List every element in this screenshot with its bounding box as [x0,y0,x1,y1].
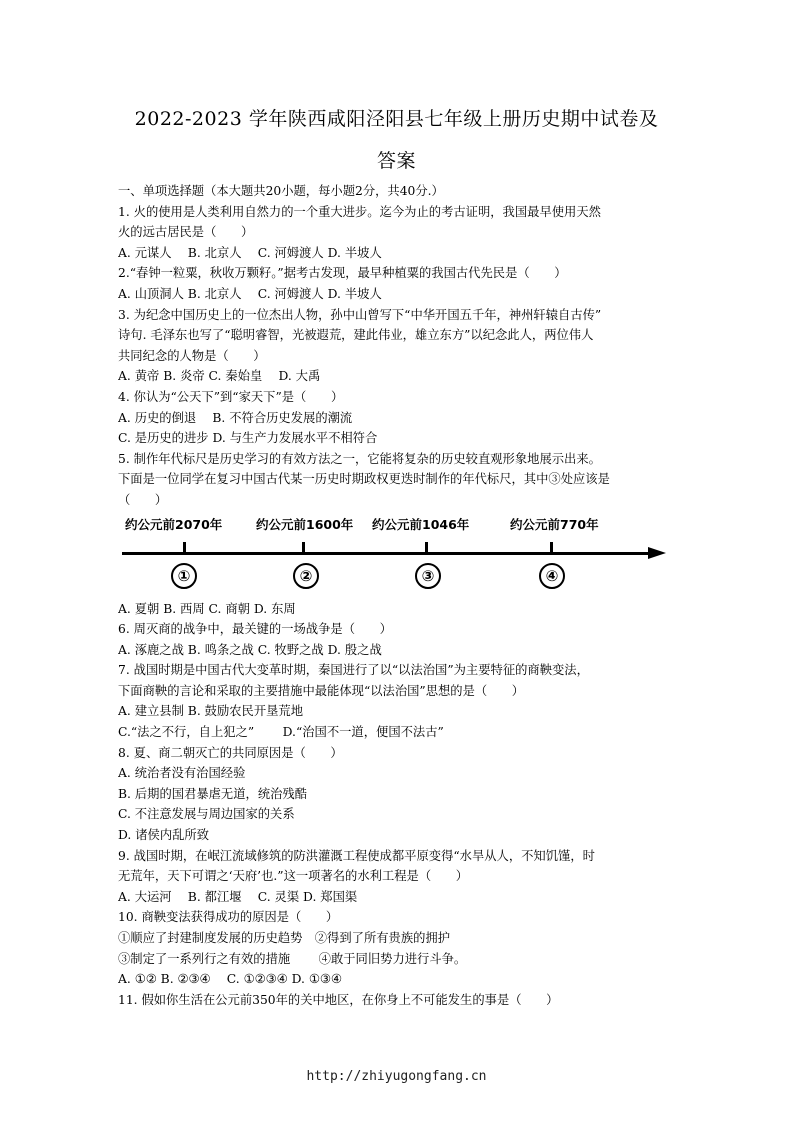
question-block-2 [118,599,678,1011]
text-line: C. 不注意发展与周边国家的关系 [118,807,295,822]
question-block-1 [118,181,678,511]
timeline-marker-3: ③ [415,563,441,589]
text-line: 共同纪念的人物是（ ） [118,348,266,363]
timeline-arrow-icon [648,547,666,559]
timeline-axis [122,552,652,555]
text-line: 10. 商鞅变法获得成功的原因是（ ） [118,910,339,925]
document-title-line-2: 答案 [376,150,416,172]
text-line: ③制定了一系列行之有效的措施 ④敢于同旧势力进行斗争。 [118,951,467,966]
text-line: A. 山顶洞人 B. 北京人 C. 河姆渡人 D. 半坡人 [118,286,382,301]
text-line: A. 大运河 B. 都江堰 C. 灵渠 D. 郑国渠 [118,889,358,904]
timeline-label-2: 约公元前1600年 [256,516,354,532]
text-line: ①顺应了封建制度发展的历史趋势 ②得到了所有贵族的拥护 [118,931,451,945]
exam-content [118,181,678,1010]
text-line: （ ） [118,492,168,507]
text-line: 3. 为纪念中国历史上的一位杰出人物，孙中山曾写下“中华开国五千年，神州轩辕自古传” [118,307,602,322]
text-line: B. 后期的国君暴虐无道，统治残酷 [118,786,308,801]
text-line: A. 黄帝 B. 炎帝 C. 秦始皇 D. 大禹 [118,369,321,384]
timeline-label-1: 约公元前2070年 [125,516,223,532]
text-line: 11. 假如你生活在公元前350年的关中地区，在你身上不可能发生的事是（ ） [118,992,559,1007]
timeline-marker-1: ① [171,563,197,589]
timeline-tick-2 [302,542,305,554]
text-line: A. 统治者没有治国经验 [118,766,246,781]
text-line: 下面是一位同学在复习中国古代某一历史时期政权更迭时制作的年代标尺，其中③处应该是 [118,472,610,487]
text-line: A. 元谋人 B. 北京人 C. 河姆渡人 D. 半坡人 [118,245,382,260]
timeline-tick-1 [183,542,186,554]
text-line: 一、单项选择题（本大题共20小题，每小题2分，共40分.） [118,184,444,198]
footer-url: http://zhiyugongfang.cn [306,1069,487,1084]
era-timeline [118,515,678,593]
text-line: 诗句. 毛泽东也写了“聪明睿智，光被遐荒，建此伟业，雄立东方”以纪念此人，两位伟人 [118,328,594,343]
text-line: 9. 战国时期，在岷江流域修筑的防洪灌溉工程使成都平原变得“水旱从人，不知饥馑，时 [118,848,595,863]
text-line: A. 建立县制 B. 鼓励农民开垦荒地 [118,704,304,719]
text-line: 5. 制作年代标尺是历史学习的有效方法之一，它能将复杂的历史较直观形象地展示出来。 [118,451,601,466]
text-line: 4. 你认为“公天下”到“家天下”是（ ） [118,389,344,404]
timeline-marker-4: ④ [539,563,565,589]
text-line: A. 涿鹿之战 B. 鸣条之战 C. 牧野之战 D. 殷之战 [118,642,382,657]
document-title-line-1: 2022-2023 学年陕西咸阳泾阳县七年级上册历史期中试卷及 [134,108,659,130]
text-line: D. 诸侯内乱所致 [118,828,210,843]
text-line: 7. 战国时期是中国古代大变革时期，秦国进行了以“以法治国”为主要特征的商鞅变法， [118,663,589,678]
text-line: C. 是历史的进步 D. 与生产力发展水平不相符合 [118,431,378,446]
text-line: A. 夏朝 B. 西周 C. 商朝 D. 东周 [118,601,296,616]
text-line: 6. 周灭商的战争中，最关键的一场战争是（ ） [118,622,392,637]
text-line: 8. 夏、商二朝灭亡的共同原因是（ ） [118,745,343,760]
timeline-marker-2: ② [293,563,319,589]
text-line: A. ①② B. ②③④ C. ①②③④ D. ①③④ [118,972,342,987]
timeline-tick-3 [425,542,428,554]
text-line: 2.“春钟一粒粟，秋收万颗籽。”据考古发现，最早种植粟的我国古代先民是（ ） [118,266,567,281]
text-line: C.“法之不行，自上犯之” D.“治国不一道，便国不法古” [118,725,444,740]
text-line: 火的远古居民是（ ） [118,225,254,240]
text-line: 无荒年，天下可谓之‘天府’也.”这一项著名的水利工程是（ ） [118,869,469,884]
text-line: 1. 火的使用是人类利用自然力的一个重大进步。迄今为止的考古证明，我国最早使用天然 [118,204,601,219]
timeline-label-4: 约公元前770年 [510,516,599,532]
timeline-tick-4 [550,542,553,554]
text-line: 下面商鞅的言论和采取的主要措施中最能体现“以法治国”思想的是（ ） [118,683,525,698]
timeline-label-3: 约公元前1046年 [372,516,470,532]
text-line: A. 历史的倒退 B. 不符合历史发展的潮流 [118,410,353,425]
